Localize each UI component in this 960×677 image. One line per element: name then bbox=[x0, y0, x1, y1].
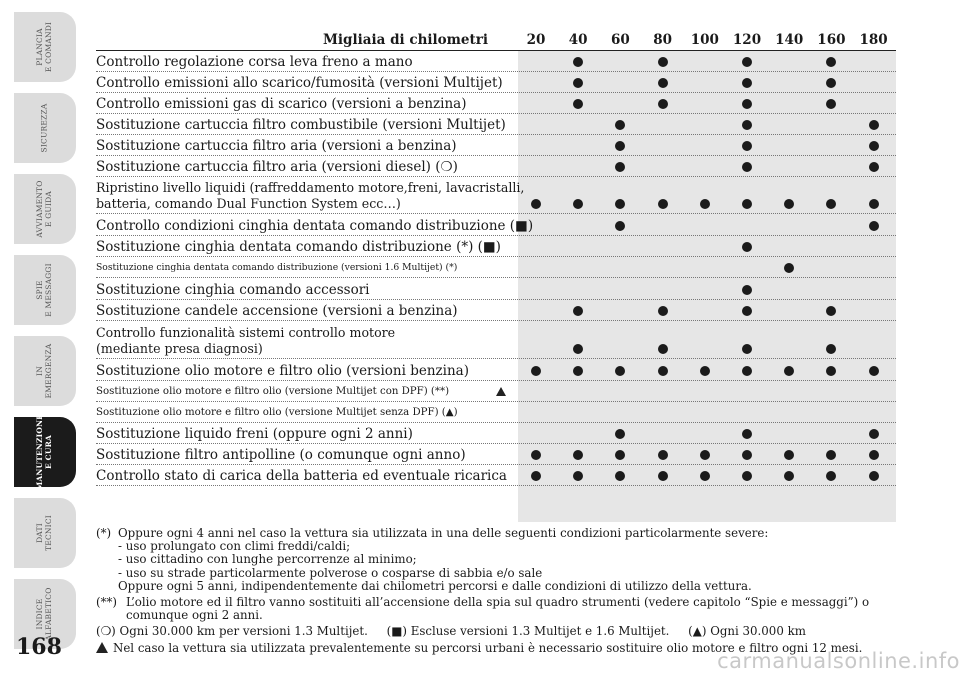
interval-dot-60 bbox=[615, 471, 625, 481]
interval-dot-40 bbox=[573, 199, 583, 209]
interval-dot-120 bbox=[742, 141, 752, 151]
row-label: Controllo funzionalità sistemi controllo motore (mediante presa diagnosi) bbox=[96, 325, 396, 356]
note-warning-text: Nel caso la vettura sia utilizzata prevalentemente su percorsi urbani è necessario sostituire olio motore e filtro ogni 12 mesi. bbox=[113, 640, 863, 655]
note-star-text: Oppure ogni 4 anni nel caso la vettura sia utilizzata in una delle seguenti condizioni particolarmente severe: bbox=[118, 526, 769, 540]
row-label: Sostituzione liquido freni (oppure ogni 2 anni) bbox=[96, 426, 413, 442]
row-label: Sostituzione olio motore e filtro olio (versione Multijet con DPF) (**) bbox=[96, 386, 450, 397]
note-double-star-text: L’olio motore ed il filtro vanno sostituiti all’accensione della spia sul quadro strumenti (vedere capitolo “Spie e messaggi”) o comunque ogni 2 anni. bbox=[126, 595, 870, 623]
warning-triangle-icon bbox=[496, 387, 506, 396]
interval-dot-100 bbox=[700, 199, 710, 209]
interval-dot-140 bbox=[784, 366, 794, 376]
interval-dot-80 bbox=[658, 450, 668, 460]
interval-dot-140 bbox=[784, 450, 794, 460]
row-label: Sostituzione cartuccia filtro aria (versioni a benzina) bbox=[96, 138, 457, 154]
row-label: Sostituzione candele accensione (versioni a benzina) bbox=[96, 303, 458, 319]
row-label: Sostituzione cartuccia filtro combustibile (versioni Multijet) bbox=[96, 117, 506, 133]
interval-dot-120 bbox=[742, 285, 752, 295]
interval-dot-180 bbox=[869, 141, 879, 151]
interval-dot-180 bbox=[869, 120, 879, 130]
interval-dot-60 bbox=[615, 120, 625, 130]
interval-dot-80 bbox=[658, 199, 668, 209]
note-double-star bbox=[96, 596, 896, 622]
row-label: Sostituzione filtro antipolline (o comunque ogni anno) bbox=[96, 447, 466, 463]
interval-dot-100 bbox=[700, 450, 710, 460]
interval-dot-120 bbox=[742, 162, 752, 172]
interval-dot-180 bbox=[869, 429, 879, 439]
interval-dot-180 bbox=[869, 221, 879, 231]
table-row bbox=[96, 93, 896, 114]
interval-dot-120 bbox=[742, 344, 752, 354]
table-row bbox=[96, 114, 896, 135]
interval-dot-120 bbox=[742, 450, 752, 460]
note-symbol-square: (■) Escluse versioni 1.3 Multijet e 1.6 Multijet. bbox=[386, 624, 670, 639]
interval-dot-40 bbox=[573, 471, 583, 481]
interval-dot-60 bbox=[615, 199, 625, 209]
interval-dot-180 bbox=[869, 199, 879, 209]
km-column-40: 40 bbox=[568, 32, 588, 48]
interval-dot-120 bbox=[742, 242, 752, 252]
interval-dot-20 bbox=[531, 450, 541, 460]
row-label: Sostituzione olio motore e filtro olio (versione Multijet senza DPF) (▲) bbox=[96, 407, 458, 418]
interval-dot-160 bbox=[826, 99, 836, 109]
chapter-tab-label: MANUTENZIONE E CURA bbox=[35, 413, 53, 491]
km-column-120: 120 bbox=[732, 32, 762, 48]
chapter-tab-label: SICUREZZA bbox=[39, 103, 49, 153]
chapter-tab-label: DATI TECNICI bbox=[35, 515, 53, 551]
interval-dot-40 bbox=[573, 306, 583, 316]
watermark: carmanualsonline.info bbox=[717, 649, 960, 673]
table-row bbox=[96, 135, 896, 156]
interval-dot-60 bbox=[615, 366, 625, 376]
table-row bbox=[96, 236, 896, 257]
interval-dot-140 bbox=[784, 263, 794, 273]
table-row bbox=[96, 444, 896, 465]
table-row bbox=[96, 300, 896, 321]
interval-dot-180 bbox=[869, 471, 879, 481]
chapter-tab-label: SPIE E MESSAGGI bbox=[35, 263, 53, 317]
note-symbol-circle: (❍) Ogni 30.000 km per versioni 1.3 Multijet. bbox=[96, 624, 368, 639]
interval-dot-20 bbox=[531, 366, 541, 376]
table-header bbox=[96, 31, 896, 51]
note-star-item-1: - uso prolungato con climi freddi/caldi; bbox=[118, 539, 351, 554]
chapter-tab-4[interactable] bbox=[0, 253, 80, 327]
table-row bbox=[96, 257, 896, 278]
table-row bbox=[96, 321, 896, 359]
km-column-160: 160 bbox=[817, 32, 846, 48]
row-label: Sostituzione cinghia comando accessori bbox=[96, 282, 370, 298]
interval-dot-120 bbox=[742, 306, 752, 316]
interval-dot-160 bbox=[826, 306, 836, 316]
interval-dot-40 bbox=[573, 450, 583, 460]
interval-dot-80 bbox=[658, 57, 668, 67]
row-label: Sostituzione cinghia dentata comando distribuzione (versioni 1.6 Multijet) (*) bbox=[96, 262, 458, 273]
km-column-140: 140 bbox=[775, 32, 804, 48]
row-label: Ripristino livello liquidi (raffreddamento motore,freni, lavacristalli, batteria, comando Dual Function System ecc…) bbox=[96, 180, 525, 211]
row-label: Controllo condizioni cinghia dentata comando distribuzione (■) bbox=[96, 218, 534, 234]
chapter-tab-label: IN EMERGENZA bbox=[35, 343, 53, 399]
chapter-tabs bbox=[0, 0, 80, 677]
row-label: Sostituzione cinghia dentata comando distribuzione (*) (■) bbox=[96, 239, 501, 255]
row-label: Controllo emissioni allo scarico/fumosità (versioni Multijet) bbox=[96, 75, 503, 91]
table-row bbox=[96, 156, 896, 177]
chapter-tab-label: AVVIAMENTO E GUIDA bbox=[35, 180, 53, 238]
warning-triangle-icon bbox=[96, 642, 108, 653]
note-star-item-2: - uso cittadino con lunghe percorrenze al minimo; bbox=[118, 552, 417, 567]
interval-dot-120 bbox=[742, 57, 752, 67]
note-symbol-triangle: (▲) Ogni 30.000 km bbox=[688, 624, 806, 639]
table-row bbox=[96, 423, 896, 444]
km-column-100: 100 bbox=[690, 32, 719, 48]
note-star-item-3: - uso su strade particolarmente polverose o cosparse di sabbia e/o sale bbox=[118, 565, 543, 580]
interval-dot-120 bbox=[742, 429, 752, 439]
note-star bbox=[96, 527, 896, 593]
chapter-tab-6[interactable] bbox=[0, 415, 80, 489]
chapter-tab-7[interactable] bbox=[0, 496, 80, 570]
page-number: 168 bbox=[16, 634, 62, 660]
interval-dot-80 bbox=[658, 471, 668, 481]
interval-dot-60 bbox=[615, 221, 625, 231]
interval-dot-120 bbox=[742, 78, 752, 88]
table-body bbox=[96, 51, 896, 486]
chapter-tab-3[interactable] bbox=[0, 172, 80, 246]
row-label: Controllo emissioni gas di scarico (versioni a benzina) bbox=[96, 96, 467, 112]
interval-dot-40 bbox=[573, 344, 583, 354]
table-row bbox=[96, 51, 896, 72]
interval-dot-160 bbox=[826, 450, 836, 460]
table-row bbox=[96, 278, 896, 300]
interval-dot-100 bbox=[700, 471, 710, 481]
table-row bbox=[96, 359, 896, 381]
interval-dot-120 bbox=[742, 366, 752, 376]
interval-dot-140 bbox=[784, 471, 794, 481]
interval-dot-20 bbox=[531, 471, 541, 481]
chapter-tab-1[interactable] bbox=[0, 10, 80, 84]
interval-dot-160 bbox=[826, 471, 836, 481]
interval-dot-160 bbox=[826, 344, 836, 354]
interval-dot-80 bbox=[658, 306, 668, 316]
km-column-180: 180 bbox=[859, 32, 888, 48]
table-row bbox=[96, 402, 896, 423]
interval-dot-120 bbox=[742, 471, 752, 481]
interval-dot-140 bbox=[784, 199, 794, 209]
interval-dot-60 bbox=[615, 450, 625, 460]
header-title: Migliaia di chilometri bbox=[322, 32, 488, 48]
interval-dot-120 bbox=[742, 120, 752, 130]
table-row bbox=[96, 381, 896, 402]
table-row bbox=[96, 465, 896, 486]
interval-dot-120 bbox=[742, 99, 752, 109]
table-row bbox=[96, 72, 896, 93]
interval-dot-180 bbox=[869, 366, 879, 376]
interval-dot-40 bbox=[573, 57, 583, 67]
interval-dot-160 bbox=[826, 78, 836, 88]
row-label: Sostituzione cartuccia filtro aria (versioni diesel) (❍) bbox=[96, 159, 458, 175]
row-label: Controllo regolazione corsa leva freno a mano bbox=[96, 54, 413, 70]
chapter-tab-label: INDICE ALFABETICO bbox=[35, 587, 53, 641]
chapter-tab-5[interactable] bbox=[0, 334, 80, 408]
km-column-60: 60 bbox=[610, 32, 630, 48]
interval-dot-100 bbox=[700, 366, 710, 376]
interval-dot-40 bbox=[573, 99, 583, 109]
interval-dot-160 bbox=[826, 366, 836, 376]
footnotes bbox=[96, 527, 896, 655]
table-row bbox=[96, 214, 896, 236]
note-double-star-mark: (**) bbox=[96, 595, 118, 610]
chapter-tab-label: PLANCIA E COMANDI bbox=[35, 21, 53, 73]
interval-dot-120 bbox=[742, 199, 752, 209]
note-star-item-4: Oppure ogni 5 anni, indipendentemente dai chilometri percorsi e dalle condizioni di utilizzo della vettura. bbox=[118, 578, 752, 593]
interval-dot-40 bbox=[573, 366, 583, 376]
interval-dot-160 bbox=[826, 199, 836, 209]
interval-dot-40 bbox=[573, 78, 583, 88]
interval-dot-160 bbox=[826, 57, 836, 67]
note-star-mark: (*) bbox=[96, 526, 112, 540]
interval-dot-180 bbox=[869, 450, 879, 460]
interval-dot-180 bbox=[869, 162, 879, 172]
row-label: Sostituzione olio motore e filtro olio (versioni benzina) bbox=[96, 363, 469, 379]
row-label: Controllo stato di carica della batteria ed eventuale ricarica bbox=[96, 468, 507, 484]
interval-dot-60 bbox=[615, 162, 625, 172]
km-column-20: 20 bbox=[526, 32, 546, 48]
km-column-80: 80 bbox=[653, 32, 672, 48]
interval-dot-80 bbox=[658, 78, 668, 88]
interval-dot-60 bbox=[615, 429, 625, 439]
note-symbols bbox=[96, 625, 896, 638]
interval-dot-80 bbox=[658, 366, 668, 376]
interval-dot-80 bbox=[658, 99, 668, 109]
chapter-tab-2[interactable] bbox=[0, 91, 80, 165]
table-row bbox=[96, 177, 896, 214]
interval-dot-80 bbox=[658, 344, 668, 354]
interval-dot-20 bbox=[531, 199, 541, 209]
interval-dot-60 bbox=[615, 141, 625, 151]
maintenance-schedule-table bbox=[96, 31, 896, 486]
